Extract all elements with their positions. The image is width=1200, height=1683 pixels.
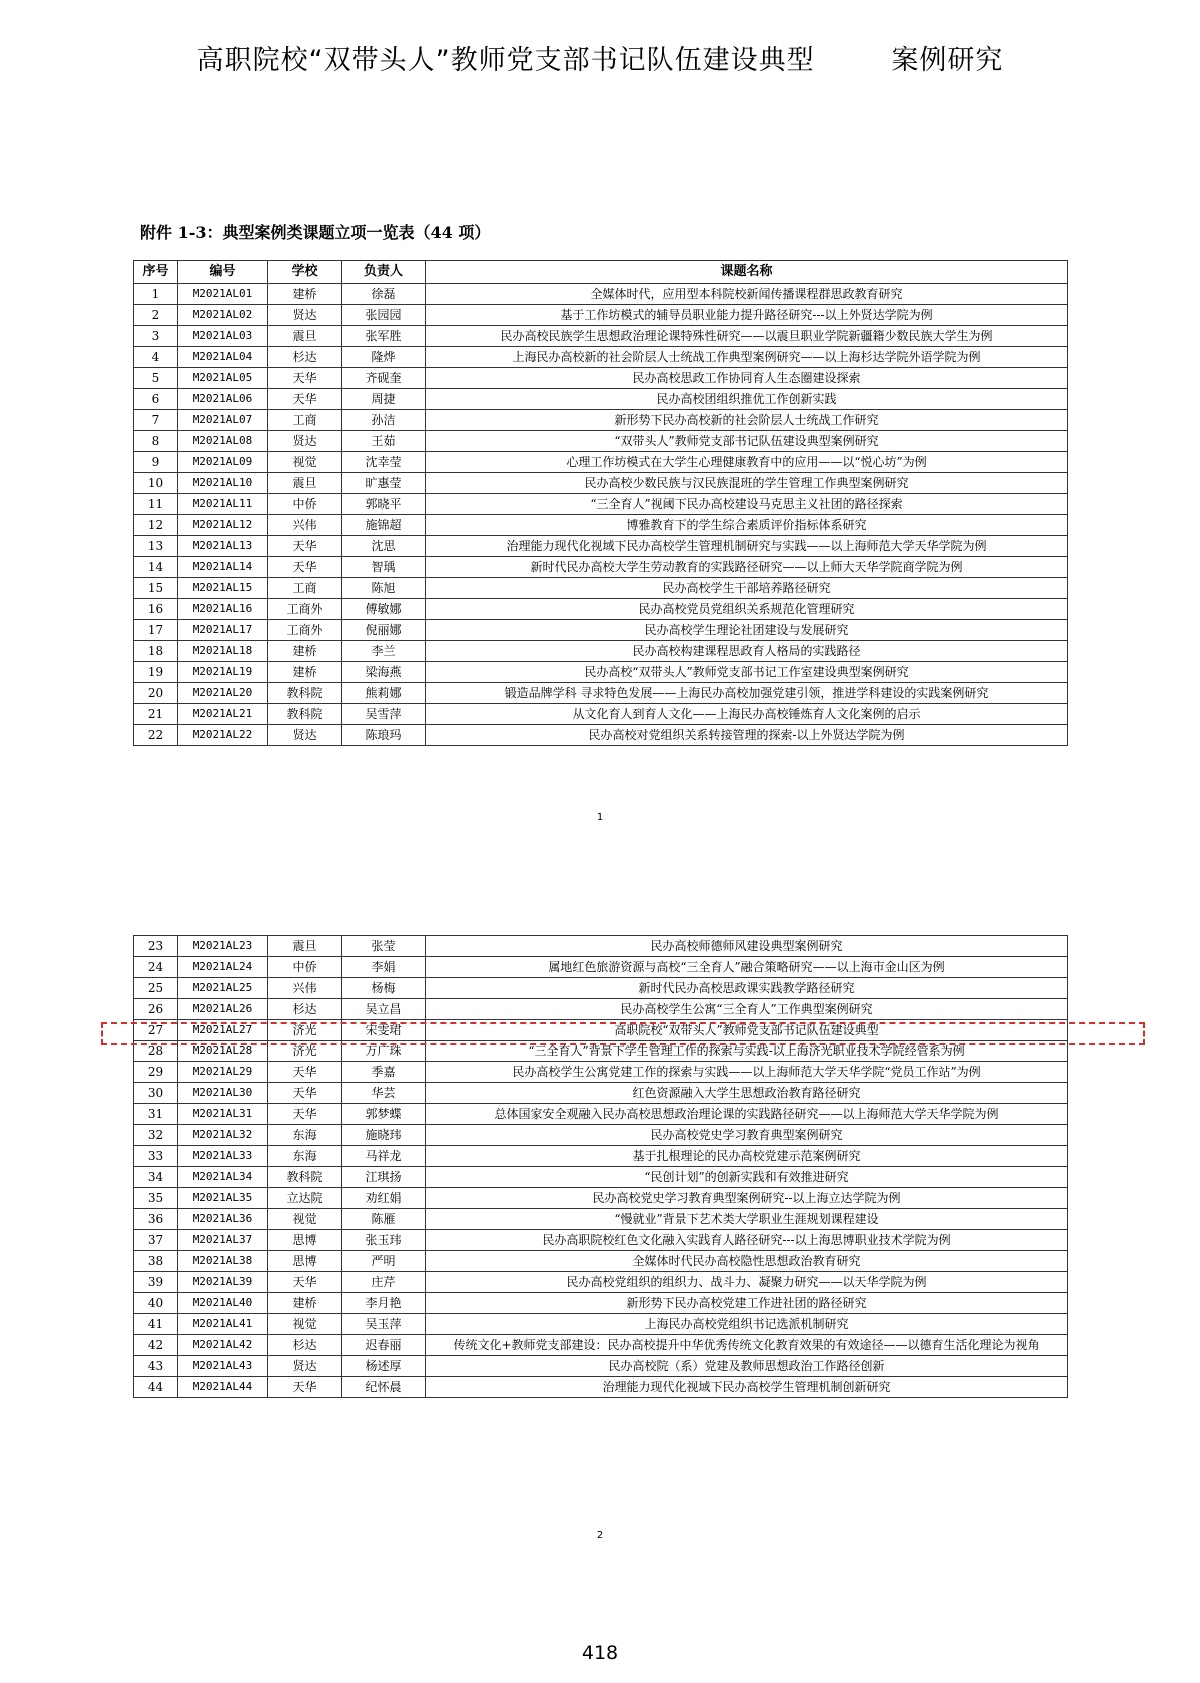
principal: 张军胜 (342, 326, 426, 347)
running-header (0, 38, 1200, 77)
table-row (134, 1251, 1068, 1272)
project-title: “民创计划”的创新实践和有效推进研究 (426, 1167, 1068, 1188)
school: 天华 (268, 368, 342, 389)
school: 天华 (268, 557, 342, 578)
principal: 华芸 (342, 1083, 426, 1104)
school: 视觉 (268, 1314, 342, 1335)
table-row (134, 1125, 1068, 1146)
project-code: M2021AL21 (178, 704, 268, 725)
row-number: 32 (134, 1125, 178, 1146)
project-code: M2021AL40 (178, 1293, 268, 1314)
project-title: 新时代民办高校思政课实践教学路径研究 (426, 978, 1068, 999)
principal: 梁海燕 (342, 662, 426, 683)
project-table-page1 (133, 260, 1068, 746)
project-title: 民办高职院校红色文化融入实践育人路径研究---以上海思博职业技术学院为例 (426, 1230, 1068, 1251)
project-code: M2021AL29 (178, 1062, 268, 1083)
school: 兴伟 (268, 515, 342, 536)
row-number: 38 (134, 1251, 178, 1272)
school: 天华 (268, 1377, 342, 1398)
principal: 周捷 (342, 389, 426, 410)
row-number: 22 (134, 725, 178, 746)
row-number: 9 (134, 452, 178, 473)
principal: 智瑀 (342, 557, 426, 578)
row-number: 11 (134, 494, 178, 515)
row-number: 17 (134, 620, 178, 641)
row-number: 34 (134, 1167, 178, 1188)
table-row (134, 936, 1068, 957)
principal: 李娟 (342, 957, 426, 978)
school: 天华 (268, 1062, 342, 1083)
table-row (134, 389, 1068, 410)
project-title: 博雅教育下的学生综合素质评价指标体系研究 (426, 515, 1068, 536)
school: 贤达 (268, 1356, 342, 1377)
project-title: 民办高校构建课程思政育人格局的实践路径 (426, 641, 1068, 662)
principal: 迟春丽 (342, 1335, 426, 1356)
row-number: 13 (134, 536, 178, 557)
project-code: M2021AL31 (178, 1104, 268, 1125)
project-code: M2021AL23 (178, 936, 268, 957)
row-number: 26 (134, 999, 178, 1020)
project-code: M2021AL07 (178, 410, 268, 431)
principal: 杨述厚 (342, 1356, 426, 1377)
table-row (134, 599, 1068, 620)
table-row (134, 1272, 1068, 1293)
project-code: M2021AL18 (178, 641, 268, 662)
project-title: 治理能力现代化视域下民办高校学生管理机制研究与实践——以上海师范大学天华学院为例 (426, 536, 1068, 557)
table-row (134, 957, 1068, 978)
table-row (134, 431, 1068, 452)
principal: 张玉玮 (342, 1230, 426, 1251)
project-code: M2021AL39 (178, 1272, 268, 1293)
row-number: 24 (134, 957, 178, 978)
project-code: M2021AL11 (178, 494, 268, 515)
project-code: M2021AL06 (178, 389, 268, 410)
row-number: 25 (134, 978, 178, 999)
project-title: 新形势下民办高校党建工作进社团的路径研究 (426, 1293, 1068, 1314)
table-row (134, 305, 1068, 326)
project-code: M2021AL33 (178, 1146, 268, 1167)
school: 建桥 (268, 284, 342, 305)
project-code: M2021AL05 (178, 368, 268, 389)
school: 兴伟 (268, 978, 342, 999)
row-number: 5 (134, 368, 178, 389)
school: 立达院 (268, 1188, 342, 1209)
school: 杉达 (268, 1335, 342, 1356)
table-row (134, 1083, 1068, 1104)
project-title: “三全育人”背景下学生管理工作的探索与实践-以上海济光职业技术学院经管系为例 (426, 1041, 1068, 1062)
school: 震旦 (268, 473, 342, 494)
project-title: 民办高校学生干部培养路径研究 (426, 578, 1068, 599)
school: 贤达 (268, 431, 342, 452)
project-title: 治理能力现代化视域下民办高校学生管理机制创新研究 (426, 1377, 1068, 1398)
school: 天华 (268, 1272, 342, 1293)
project-code: M2021AL42 (178, 1335, 268, 1356)
table-caption: 附件 1-3：典型案例类课题立项一览表（44 项） (140, 223, 491, 242)
column-header: 课题名称 (426, 261, 1068, 284)
table-row (134, 999, 1068, 1020)
project-code: M2021AL27 (178, 1020, 268, 1041)
project-code: M2021AL22 (178, 725, 268, 746)
row-number: 20 (134, 683, 178, 704)
project-title: “三全育人”视阈下民办高校建设马克思主义社团的路径探索 (426, 494, 1068, 515)
project-title: 新形势下民办高校新的社会阶层人士统战工作研究 (426, 410, 1068, 431)
principal: 张园园 (342, 305, 426, 326)
school: 建桥 (268, 662, 342, 683)
table-header-row (134, 261, 1068, 284)
row-number: 12 (134, 515, 178, 536)
project-title: 传统文化+教师党支部建设：民办高校提升中华优秀传统文化教育效果的有效途径——以德育生活化理论为视角 (426, 1335, 1068, 1356)
table-row (134, 704, 1068, 725)
project-title: 高职院校“双带头人”教师党支部书记队伍建设典型 (426, 1020, 1068, 1041)
row-number: 21 (134, 704, 178, 725)
project-title: 心理工作坊模式在大学生心理健康教育中的应用——以“悦心坊”为例 (426, 452, 1068, 473)
project-code: M2021AL36 (178, 1209, 268, 1230)
school: 震旦 (268, 326, 342, 347)
project-code: M2021AL03 (178, 326, 268, 347)
project-code: M2021AL13 (178, 536, 268, 557)
table-row (134, 683, 1068, 704)
school: 思博 (268, 1230, 342, 1251)
row-number: 43 (134, 1356, 178, 1377)
project-title: 民办高校党史学习教育典型案例研究 (426, 1125, 1068, 1146)
principal: 陈琅玛 (342, 725, 426, 746)
table-row (134, 1209, 1068, 1230)
project-title: 民办高校“双带头人”教师党支部书记工作室建设典型案例研究 (426, 662, 1068, 683)
project-code: M2021AL26 (178, 999, 268, 1020)
principal: 宋雯珺 (342, 1020, 426, 1041)
folio-number: 418 (581, 1642, 619, 1664)
project-code: M2021AL35 (178, 1188, 268, 1209)
principal: 马祥龙 (342, 1146, 426, 1167)
principal: 傅敏娜 (342, 599, 426, 620)
school: 天华 (268, 536, 342, 557)
header-subtitle: 案例研究 (891, 45, 1004, 76)
principal: 倪丽娜 (342, 620, 426, 641)
principal: 张莹 (342, 936, 426, 957)
school: 工商外 (268, 599, 342, 620)
principal: 吴玉萍 (342, 1314, 426, 1335)
project-title: 新时代民办高校大学生劳动教育的实践路径研究——以上师大天华学院商学院为例 (426, 557, 1068, 578)
table-row (134, 410, 1068, 431)
school: 东海 (268, 1146, 342, 1167)
row-number: 23 (134, 936, 178, 957)
principal: 熊莉娜 (342, 683, 426, 704)
row-number: 28 (134, 1041, 178, 1062)
project-title: “双带头人”教师党支部书记队伍建设典型案例研究 (426, 431, 1068, 452)
project-code: M2021AL44 (178, 1377, 268, 1398)
principal: 郭晓平 (342, 494, 426, 515)
table-row (134, 620, 1068, 641)
table-row (134, 515, 1068, 536)
school: 贤达 (268, 305, 342, 326)
row-number: 15 (134, 578, 178, 599)
principal: 杨梅 (342, 978, 426, 999)
column-header: 序号 (134, 261, 178, 284)
table-row (134, 1377, 1068, 1398)
principal: 季嘉 (342, 1062, 426, 1083)
table-row (134, 326, 1068, 347)
page-number: 1 (596, 812, 604, 823)
row-number: 3 (134, 326, 178, 347)
project-code: M2021AL24 (178, 957, 268, 978)
row-number: 27 (134, 1020, 178, 1041)
project-title: 民办高校党组织的组织力、战斗力、凝聚力研究——以天华学院为例 (426, 1272, 1068, 1293)
table-row (134, 557, 1068, 578)
principal: 吴立昌 (342, 999, 426, 1020)
school: 贤达 (268, 725, 342, 746)
project-title: 民办高校团组织推优工作创新实践 (426, 389, 1068, 410)
row-number: 31 (134, 1104, 178, 1125)
project-code: M2021AL12 (178, 515, 268, 536)
row-number: 33 (134, 1146, 178, 1167)
row-number: 37 (134, 1230, 178, 1251)
project-title: 锻造品牌学科 寻求特色发展——上海民办高校加强党建引领，推进学科建设的实践案例研究 (426, 683, 1068, 704)
row-number: 36 (134, 1209, 178, 1230)
project-title: 民办高校党史学习教育典型案例研究--以上海立达学院为例 (426, 1188, 1068, 1209)
principal: 施晓玮 (342, 1125, 426, 1146)
row-number: 14 (134, 557, 178, 578)
project-code: M2021AL02 (178, 305, 268, 326)
table-row (134, 284, 1068, 305)
table-row (134, 578, 1068, 599)
project-title: 民办高校学生理论社团建设与发展研究 (426, 620, 1068, 641)
school: 震旦 (268, 936, 342, 957)
table-body (134, 284, 1068, 746)
principal: 陈雁 (342, 1209, 426, 1230)
school: 教科院 (268, 704, 342, 725)
project-code: M2021AL14 (178, 557, 268, 578)
row-number: 18 (134, 641, 178, 662)
table-row (134, 1230, 1068, 1251)
principal: 旷惠莹 (342, 473, 426, 494)
principal: 李月艳 (342, 1293, 426, 1314)
table-row (134, 536, 1068, 557)
principal: 徐磊 (342, 284, 426, 305)
school: 中侨 (268, 494, 342, 515)
school: 工商 (268, 578, 342, 599)
school: 杉达 (268, 347, 342, 368)
project-code: M2021AL01 (178, 284, 268, 305)
project-title: 属地红色旅游资源与高校“三全育人”融合策略研究——以上海市金山区为例 (426, 957, 1068, 978)
table-row (134, 1062, 1068, 1083)
principal: 劝红娟 (342, 1188, 426, 1209)
school: 建桥 (268, 641, 342, 662)
school: 教科院 (268, 683, 342, 704)
row-number: 8 (134, 431, 178, 452)
principal: 纪怀晨 (342, 1377, 426, 1398)
school: 杉达 (268, 999, 342, 1020)
project-title: 民办高校民族学生思想政治理论课特殊性研究——以震旦职业学院新疆籍少数民族大学生为例 (426, 326, 1068, 347)
table-row (134, 641, 1068, 662)
principal: 万广珠 (342, 1041, 426, 1062)
project-code: M2021AL30 (178, 1083, 268, 1104)
column-header: 学校 (268, 261, 342, 284)
table-body (134, 936, 1068, 1398)
principal: 隆烨 (342, 347, 426, 368)
row-number: 6 (134, 389, 178, 410)
row-number: 7 (134, 410, 178, 431)
row-number: 40 (134, 1293, 178, 1314)
table-row (134, 347, 1068, 368)
row-number: 1 (134, 284, 178, 305)
table-row (134, 978, 1068, 999)
principal: 施锦超 (342, 515, 426, 536)
project-title: 民办高校对党组织关系转接管理的探索-以上外贤达学院为例 (426, 725, 1068, 746)
project-code: M2021AL37 (178, 1230, 268, 1251)
project-code: M2021AL25 (178, 978, 268, 999)
table-row (134, 1335, 1068, 1356)
school: 中侨 (268, 957, 342, 978)
table-row (134, 1167, 1068, 1188)
project-code: M2021AL32 (178, 1125, 268, 1146)
row-number: 16 (134, 599, 178, 620)
row-number: 35 (134, 1188, 178, 1209)
table-row (134, 1314, 1068, 1335)
project-code: M2021AL08 (178, 431, 268, 452)
project-title: 上海民办高校党组织书记选派机制研究 (426, 1314, 1068, 1335)
principal: 吴雪萍 (342, 704, 426, 725)
project-code: M2021AL09 (178, 452, 268, 473)
table-row (134, 662, 1068, 683)
project-title: 基于扎根理论的民办高校党建示范案例研究 (426, 1146, 1068, 1167)
project-code: M2021AL16 (178, 599, 268, 620)
table-row (134, 452, 1068, 473)
table-row (134, 1356, 1068, 1377)
table-row (134, 725, 1068, 746)
table-row (134, 1293, 1068, 1314)
table-row (134, 1146, 1068, 1167)
project-title: 从文化育人到育人文化——上海民办高校锤炼育人文化案例的启示 (426, 704, 1068, 725)
table-row (134, 1104, 1068, 1125)
school: 工商 (268, 410, 342, 431)
project-title: 民办高校思政工作协同育人生态圈建设探索 (426, 368, 1068, 389)
project-code: M2021AL43 (178, 1356, 268, 1377)
principal: 齐砚奎 (342, 368, 426, 389)
row-number: 44 (134, 1377, 178, 1398)
project-title: “慢就业”背景下艺术类大学职业生涯规划课程建设 (426, 1209, 1068, 1230)
project-code: M2021AL20 (178, 683, 268, 704)
project-code: M2021AL38 (178, 1251, 268, 1272)
table-row (134, 473, 1068, 494)
project-title: 民办高校学生公寓党建工作的探索与实践——以上海师范大学天华学院“党员工作站”为例 (426, 1062, 1068, 1083)
header-title: 高职院校“双带头人”教师党支部书记队伍建设典型 (196, 45, 815, 76)
project-title: 全媒体时代，应用型本科院校新闻传播课程群思政教育研究 (426, 284, 1068, 305)
school: 天华 (268, 1104, 342, 1125)
principal: 郭梦蝶 (342, 1104, 426, 1125)
school: 东海 (268, 1125, 342, 1146)
project-title: 红色资源融入大学生思想政治教育路径研究 (426, 1083, 1068, 1104)
column-header: 负责人 (342, 261, 426, 284)
principal: 庄芹 (342, 1272, 426, 1293)
row-number: 30 (134, 1083, 178, 1104)
table-row (134, 494, 1068, 515)
principal: 沈幸莹 (342, 452, 426, 473)
row-number: 19 (134, 662, 178, 683)
project-title: 民办高校少数民族与汉民族混班的学生管理工作典型案例研究 (426, 473, 1068, 494)
project-title: 上海民办高校新的社会阶层人士统战工作典型案例研究——以上海杉达学院外语学院为例 (426, 347, 1068, 368)
school: 工商外 (268, 620, 342, 641)
project-title: 民办高校院（系）党建及教师思想政治工作路径创新 (426, 1356, 1068, 1377)
school: 教科院 (268, 1167, 342, 1188)
row-number: 10 (134, 473, 178, 494)
school: 视觉 (268, 1209, 342, 1230)
project-code: M2021AL04 (178, 347, 268, 368)
row-number: 4 (134, 347, 178, 368)
school: 建桥 (268, 1293, 342, 1314)
project-code: M2021AL15 (178, 578, 268, 599)
project-code: M2021AL17 (178, 620, 268, 641)
row-number: 39 (134, 1272, 178, 1293)
school: 视觉 (268, 452, 342, 473)
project-code: M2021AL41 (178, 1314, 268, 1335)
table-row (134, 1188, 1068, 1209)
school: 济光 (268, 1041, 342, 1062)
project-code: M2021AL19 (178, 662, 268, 683)
project-title: 民办高校学生公寓“三全育人”工作典型案例研究 (426, 999, 1068, 1020)
project-title: 民办高校党员党组织关系规范化管理研究 (426, 599, 1068, 620)
table-row (134, 368, 1068, 389)
project-code: M2021AL28 (178, 1041, 268, 1062)
principal: 江琪扬 (342, 1167, 426, 1188)
principal: 严明 (342, 1251, 426, 1272)
project-title: 民办高校师德师风建设典型案例研究 (426, 936, 1068, 957)
project-title: 总体国家安全观融入民办高校思想政治理论课的实践路径研究——以上海师范大学天华学院为例 (426, 1104, 1068, 1125)
school: 天华 (268, 389, 342, 410)
column-header: 编号 (178, 261, 268, 284)
project-title: 全媒体时代民办高校隐性思想政治教育研究 (426, 1251, 1068, 1272)
project-code: M2021AL34 (178, 1167, 268, 1188)
school: 济光 (268, 1020, 342, 1041)
row-number: 42 (134, 1335, 178, 1356)
project-table-page2 (133, 935, 1068, 1398)
school: 天华 (268, 1083, 342, 1104)
principal: 孙洁 (342, 410, 426, 431)
principal: 沈思 (342, 536, 426, 557)
row-number: 2 (134, 305, 178, 326)
row-number: 41 (134, 1314, 178, 1335)
principal: 陈旭 (342, 578, 426, 599)
principal: 王茹 (342, 431, 426, 452)
school: 思博 (268, 1251, 342, 1272)
project-title: 基于工作坊模式的辅导员职业能力提升路径研究---以上外贤达学院为例 (426, 305, 1068, 326)
row-number: 29 (134, 1062, 178, 1083)
highlight-box (101, 1022, 1145, 1045)
page-number: 2 (596, 1530, 604, 1541)
project-code: M2021AL10 (178, 473, 268, 494)
principal: 李兰 (342, 641, 426, 662)
